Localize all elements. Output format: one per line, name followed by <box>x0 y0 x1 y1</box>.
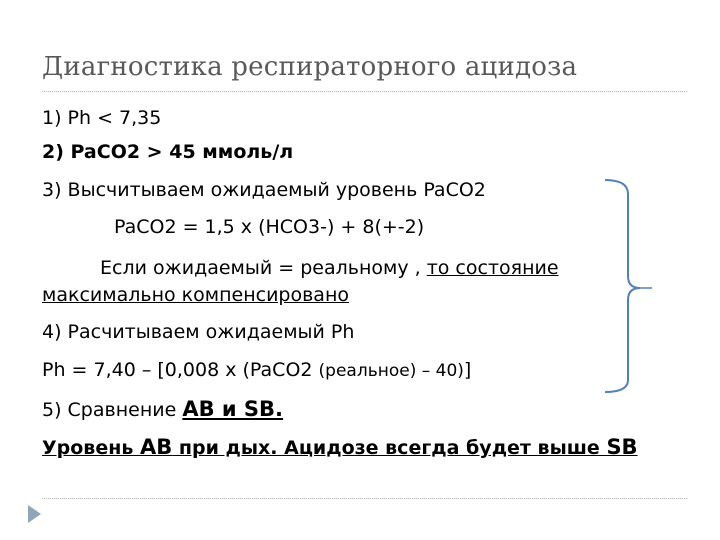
text-line-9 <box>42 397 283 422</box>
text-line-5-start: Если ожидаемый = реальному , <box>100 257 427 279</box>
text-line-10 <box>42 435 638 460</box>
slide-title: Диагностика респираторного ацидоза <box>42 52 578 82</box>
next-arrow-icon <box>28 505 41 523</box>
text-line-10-a: Уровень <box>42 437 140 459</box>
text-line-1: 1) Ph < 7,35 <box>42 107 162 129</box>
formula-ph <box>42 358 471 383</box>
text-line-7: 4) Расчитываем ожидаемый Ph <box>42 321 355 343</box>
right-brace <box>600 176 660 396</box>
text-line-5-underlined: то состояние <box>426 257 559 279</box>
formula-ph-start: Ph = 7,40 – [0,008 х (PaCO2 <box>42 359 319 381</box>
text-line-2: 2) PaCO2 > 45 ммоль/л <box>42 141 294 163</box>
text-line-3: 3) Высчитываем ожидаемый уровень PaCO2 <box>42 179 486 201</box>
text-line-10-sb: SB <box>606 435 638 459</box>
formula-paco2: PaCO2 = 1,5 х (HCO3-) + 8(+-2) <box>114 216 425 238</box>
formula-ph-middle: (реальное) – 40) <box>318 361 464 381</box>
text-line-9-emphasis: АВ и SB. <box>182 397 284 421</box>
text-line-9-start: 5) Сравнение <box>42 399 183 421</box>
text-line-5 <box>100 256 559 280</box>
title-divider <box>42 91 687 92</box>
text-line-10-c: при дых. Ацидозе всегда будет выше <box>172 437 607 459</box>
formula-ph-end: ] <box>463 359 472 381</box>
text-line-6: максимально компенсировано <box>42 284 349 306</box>
footer-divider <box>42 498 687 499</box>
text-line-10-ab: АВ <box>139 435 173 459</box>
